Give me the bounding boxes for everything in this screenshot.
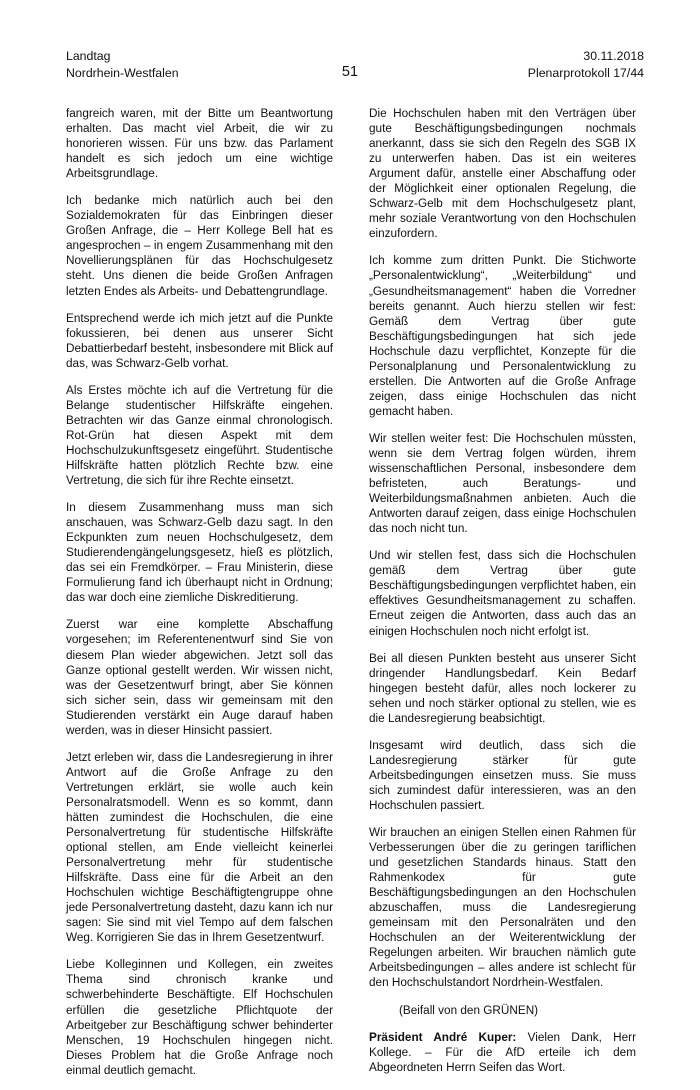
paragraph: Und wir stellen fest, dass sich die Hochschulen gemäß dem Vertrag über gute Beschäftigungsbedingungen verpflichtet haben, ein effektives Gesundheitsmanagement zu schaffen. Erneut zeigen die Antworten, dass auch das an einigen Hochschulen noch nicht erfolgt ist. <box>369 549 636 638</box>
paragraph: fangreich waren, mit der Bitte um Beantwortung erhalten. Das macht viel Arbeit, die wir zu honorieren wissen. Für uns bzw. das Parlament handelt es sich jedoch um eine wichtige Arbeitsgrundlage. <box>66 107 333 181</box>
paragraph: Insgesamt wird deutlich, dass sich die Landesregierung stärker für gute Arbeitsbedingungen einsetzen muss. Sie muss sich zumindest dafür interessieren, was an den Hochschulen passiert. <box>369 738 636 812</box>
speaker-text: Vielen Dank, Herr Kollege. – Für die AfD erteile ich dem Abgeordneten Herrn Seifen das Wort. <box>369 1030 636 1074</box>
right-column <box>369 106 636 1087</box>
paragraph: Wir brauchen an einigen Stellen einen Rahmen für Verbesserungen über die zu geringen tariflichen und gesetzlichen Standards hinaus. Statt den Rahmenkodex für gute Beschäftigungsbedingungen an den Hochschulen abzuschaffen, muss die Landesregierung gemeinsam mit den Personalräten und den Hochschulen an der Weiterentwicklung der Regelungen arbeiten. Wir brauchen nämlich gute Arbeitsbedingungen – alles andere ist schlecht für den Hochschulstandort Nordrhein-Westfalen. <box>369 826 636 990</box>
paragraph: Bei all diesen Punkten besteht aus unserer Sicht dringender Handlungsbedarf. Kein Bedarf hingegen besteht dafür, alles noch lockerer zu sehen und noch stärker optional zu stellen, wie es die Landesregierung beabsichtigt. <box>369 651 636 725</box>
paragraph: In diesem Zusammenhang muss man sich anschauen, was Schwarz-Gelb dazu sagt. In den Eckpunkten zum neuen Hochschulgesetz, dem Studierendengängelungsgesetz, hieß es plötzlich, das sei ein Fremdkörper. – Frau Ministerin, diese Formulierung fand ich überhaupt nicht in Ordnung; das war doch eine ziemliche Diskreditierung. <box>66 501 333 605</box>
applause-note: (Beifall von den GRÜNEN) <box>399 1003 539 1017</box>
protocol-number: Plenarprotokoll 17/44 <box>527 65 644 80</box>
paragraph: Die Hochschulen haben mit den Verträgen über gute Beschäftigungsbedingungen nochmals anerkannt, dass sie sich den Regeln des SGB IX zu unterwerfen haben. Das ist ein weiteres Argument dafür, anstelle einer Abschaffung oder der Möglichkeit einer optionalen Regelung, die Schwarz-Gelb mit dem Hochschulgesetz plant, mehr soziale Verantwortung von den Hochschulen einzufordern. <box>369 107 636 241</box>
left-column <box>66 106 333 1090</box>
paragraph: Zuerst war eine komplette Abschaffung vorgesehen; im Referentenentwurf sind Sie von diesem Plan wieder abgewichen. Jetzt soll das Ganze optional gestellt werden. Wir wissen nicht, was der Gesetzentwurf bringt, aber Sie können sich sicher sein, dass wir gemeinsam mit den Studierenden verstärkt ein Auge darauf haben werden, was in dieser Hinsicht passiert. <box>66 618 333 737</box>
paragraph: Entsprechend werde ich mich jetzt auf die Punkte fokussieren, bei denen aus unserer Sicht Debattierbedarf besteht, insbesondere mit Blick auf das, was Schwarz-Gelb vorhat. <box>66 311 333 370</box>
paragraph: Wir stellen weiter fest: Die Hochschulen müssten, wenn sie dem Vertrag folgen würden, ihrem wissenschaftlichen Personal, insbesondere dem befristeten, auch Beratungs- und Weiterbildungsmaßnahmen anbieten. Auch die Antworten darauf zeigen, dass einige Hochschulen das noch nicht tun. <box>369 431 636 536</box>
paragraph: Als Erstes möchte ich auf die Vertretung für die Belange studentischer Hilfskräfte eingehen. Betrachten wir das Ganze einmal chronologisch. Rot-Grün hat diesen Aspekt mit dem Hochschulzukunftsgesetz eingeführt. Studentische Hilfskräfte hatten plötzlich Rechte bzw. eine Vertretung, die sich für ihre Rechte einsetzt. <box>66 383 333 488</box>
parliament-name: Landtag <box>66 49 111 63</box>
paragraph: Jetzt erleben wir, dass die Landesregierung in ihrer Antwort auf die Große Anfrage zu den Vertretungen erklärt, sie wolle auch kein Personalratsmodell. Wenn es so kommt, dann hätten zumindest die Hochschulen, die eine Personalvertretung für studentische Hilfskräfte optional stellen, am Ende vielleicht keinerlei Personalvertretung mehr für studentische Hilfskräfte. Dass eine für die Arbeit an den Hochschulen wichtige Beschäftigtengruppe ohne jede Personalvertretung dasteht, dazu kann ich nur sagen: Sie sind mit viel Tempo auf dem falschen Weg. Korrigieren Sie das in Ihrem Gesetzentwurf. <box>66 750 333 945</box>
page-number: 51 <box>341 64 359 80</box>
paragraph: Ich komme zum dritten Punkt. Die Stichworte „Personalentwicklung“, „Weiterbildung“ und „Gesundheitsmanagement“ haben die Vorredner bereits genannt. Auch hierzu stellen wir fest: Gemäß dem Vertrag über gute Beschäftigungsbedingungen hat sich jede Hochschule dazu verpflichtet, Konzepte für die Personalplanung und Personalentwicklung zu erstellen. Die Antworten auf die Große Anfrage zeigen, dass einige Hochschulen das nicht gemacht haben. <box>369 254 636 418</box>
speaker-paragraph <box>369 1030 636 1075</box>
paragraph: Ich bedanke mich natürlich auch bei den Sozialdemokraten für das Einbringen dieser Großen Anfrage, die – Herr Kollege Bell hat es angesprochen – in engem Zusammenhang mit den Novellierungsplänen für das Hochschulgesetz steht. Uns dienen die beide Großen Anfragen letzten Endes als Arbeits- und Debattengrundlage. <box>66 194 333 298</box>
header-right <box>528 48 644 81</box>
paragraph: Liebe Kolleginnen und Kollegen, ein zweites Thema sind chronisch kranke und schwerbehinderte Beschäftigte. Elf Hochschulen erfüllen die gesetzliche Pflichtquote der Arbeitgeber zur Beschäftigung schwer behinderter Menschen, 19 Hochschulen hingegen nicht. Dieses Problem hat die Große Anfrage noch einmal deutlich gemacht. <box>66 958 333 1077</box>
speaker-name: Präsident André Kuper: <box>369 1030 517 1044</box>
state-name: Nordrhein-Westfalen <box>66 65 179 80</box>
session-date: 30.11.2018 <box>583 49 644 63</box>
